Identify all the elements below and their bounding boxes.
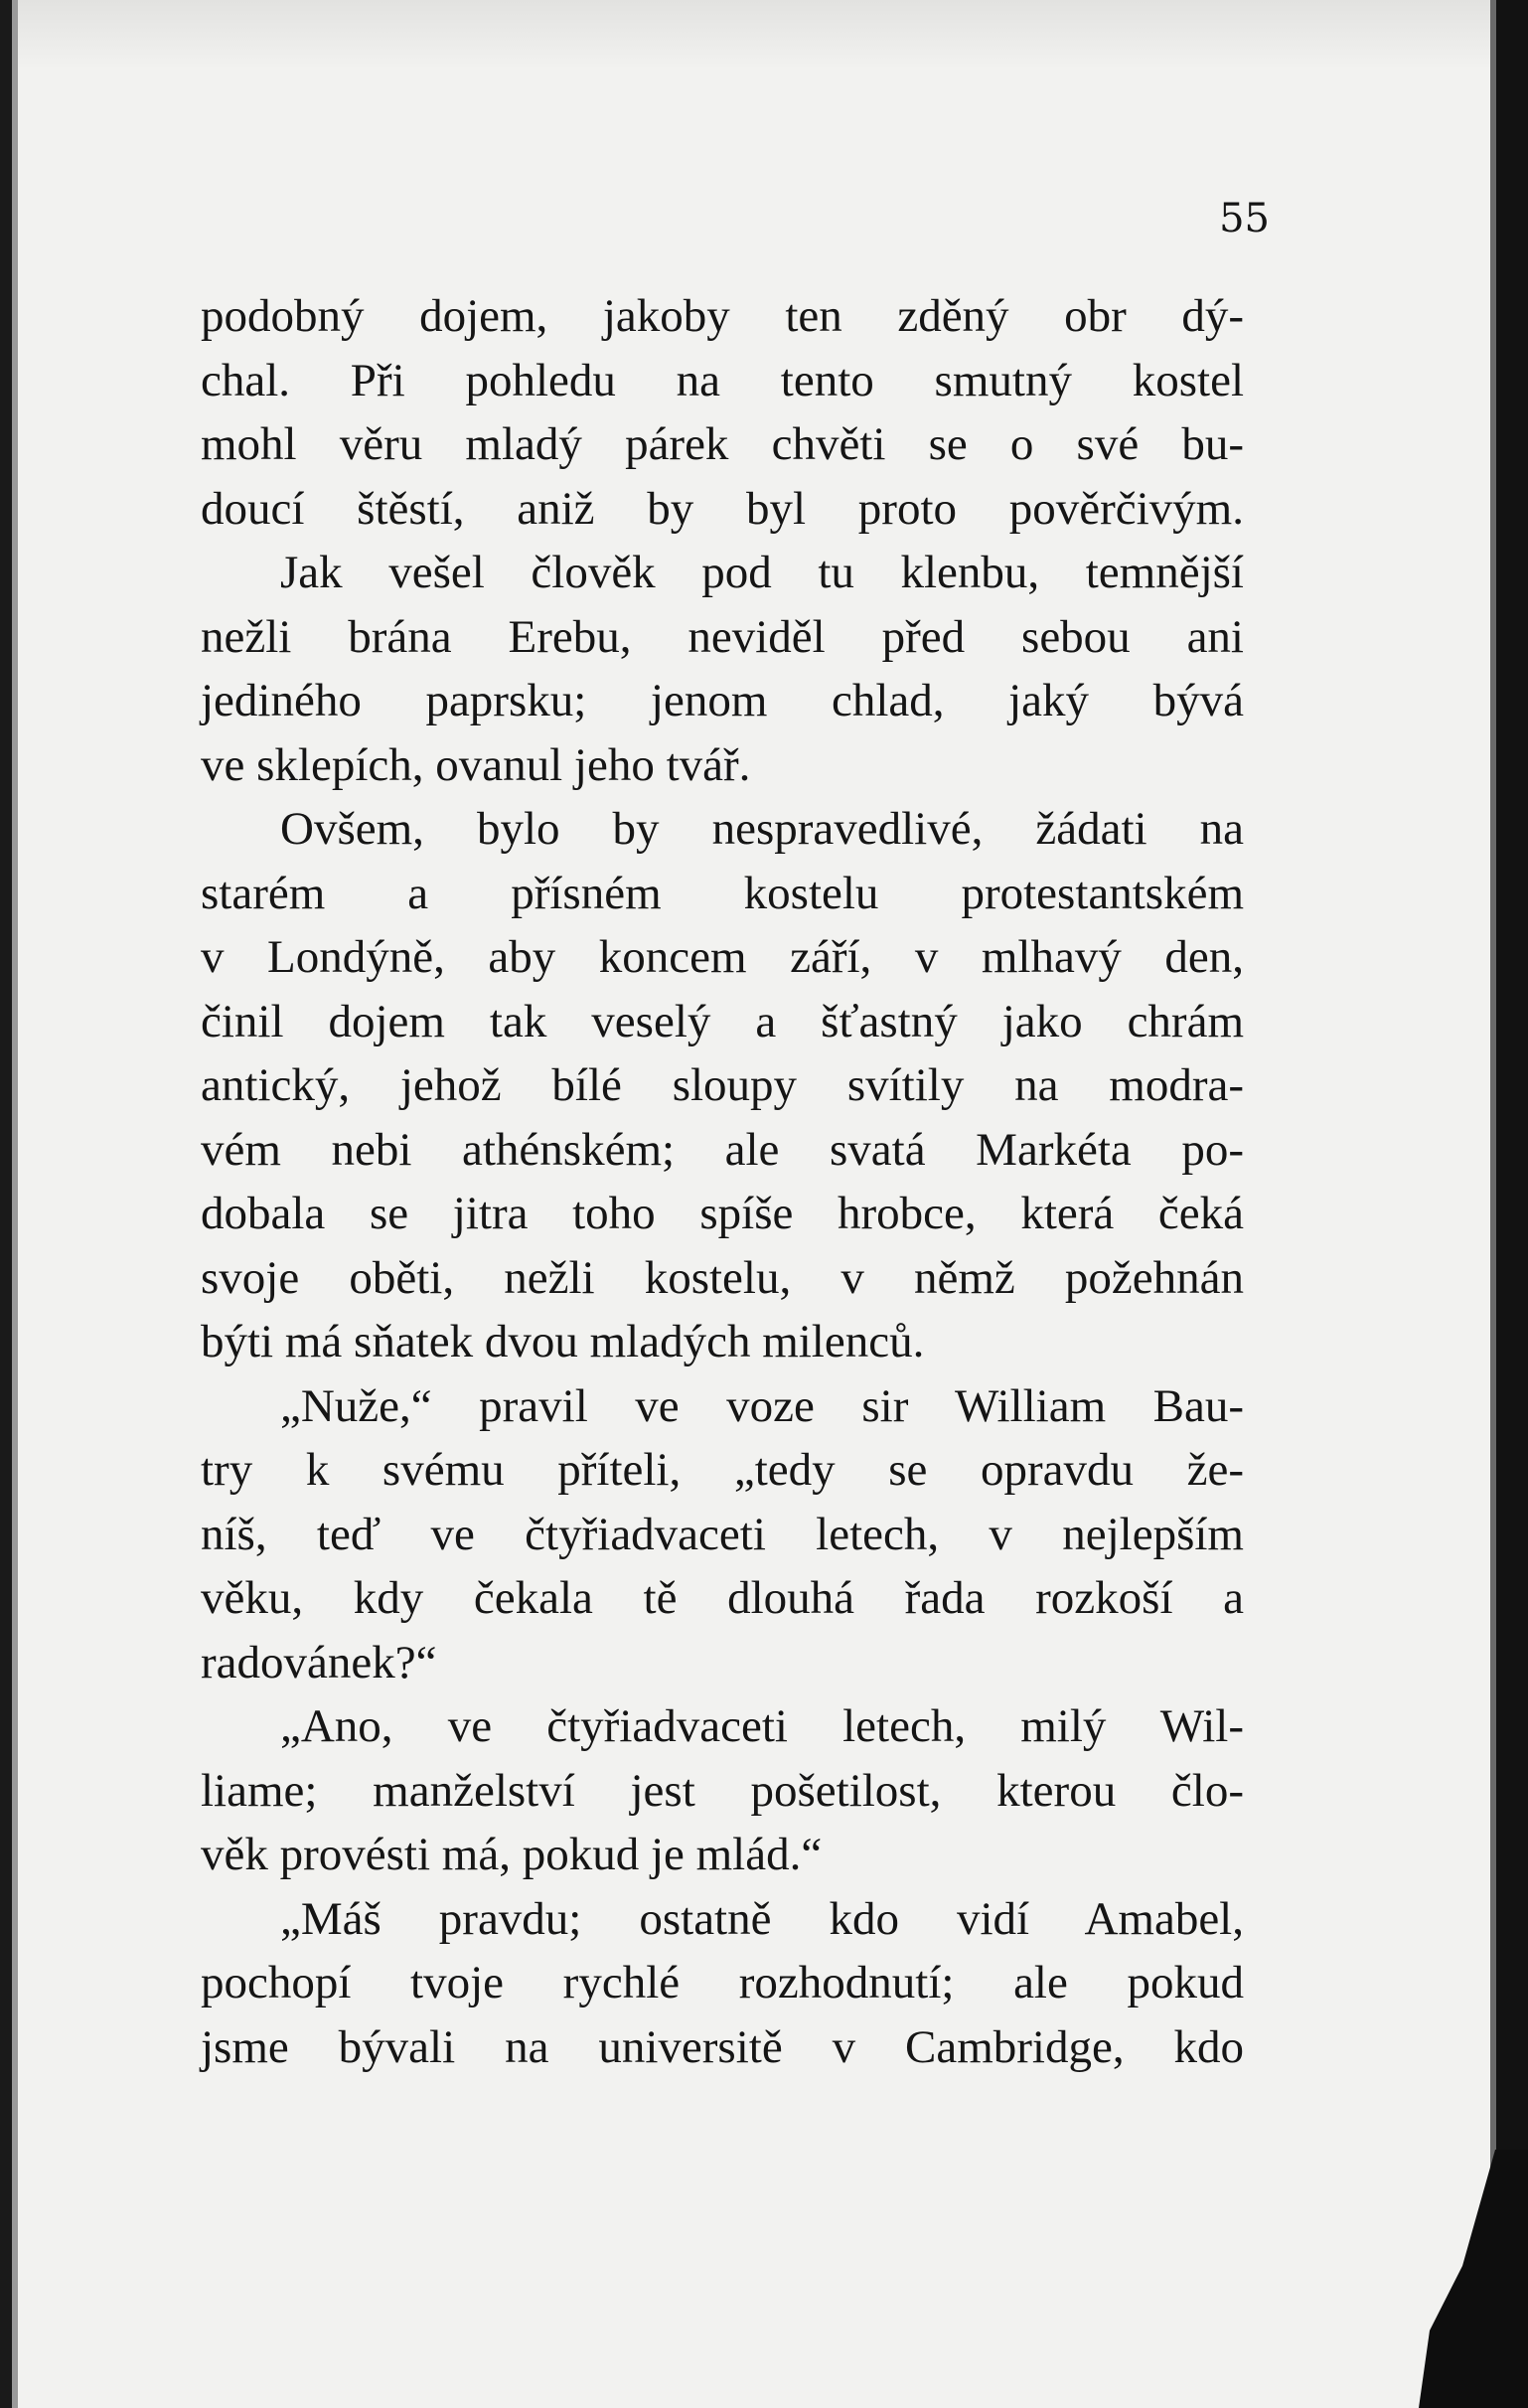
text-line: starém a přísném kostelu protestantském	[201, 867, 1244, 919]
text-line: antický, jehož bílé sloupy svítily na modra-	[201, 1059, 1244, 1111]
text-line: Ovšem, bylo by nespravedlivé, žádati na	[280, 803, 1244, 855]
text-line: ve sklepích, ovanul jeho tvář.	[201, 738, 751, 791]
text-line: věk provésti má, pokud je mlád.“	[201, 1829, 823, 1880]
text-line: býti má sňatek dvou mladých milenců.	[201, 1316, 925, 1367]
text-line: „Máš pravdu; ostatně kdo vidí Amabel,	[280, 1892, 1244, 1945]
text-line: Jak vešel člověk pod tu klenbu, temnější	[280, 547, 1244, 598]
text-line: jediného paprsku; jenom chlad, jaký bývá	[201, 675, 1244, 726]
text-line: vém nebi athénském; ale svatá Markéta po-	[201, 1123, 1244, 1176]
right-scan-border	[1496, 0, 1528, 2408]
text-line: níš, teď ve čtyřiadvaceti letech, v nejlepším	[201, 1508, 1244, 1560]
left-binding-edge	[0, 0, 12, 2408]
text-line: pochopí tvoje rychlé rozhodnutí; ale pokud	[201, 1957, 1244, 2008]
right-edge-shade	[1490, 0, 1496, 2408]
text-line: nežli brána Erebu, neviděl před sebou ani	[201, 610, 1244, 663]
text-line: chal. Při pohledu na tento smutný kostel	[201, 354, 1244, 406]
page-top-shadow	[0, 0, 1528, 70]
text-line: radovánek?“	[201, 1636, 437, 1688]
text-line: try k svému příteli, „tedy se opravdu že-	[201, 1444, 1244, 1496]
text-line: „Ano, ve čtyřiadvaceti letech, milý Wil-	[280, 1700, 1244, 1752]
body-text	[201, 284, 1244, 2079]
text-line: jsme bývali na universitě v Cambridge, kdo	[201, 2020, 1244, 2073]
text-line: podobný dojem, jakoby ten zděný obr dý-	[201, 290, 1244, 342]
page-number: 55	[1219, 196, 1270, 241]
left-edge-shade	[12, 0, 18, 2408]
text-line: mohl věru mladý párek chvěti se o své bu-	[201, 418, 1244, 470]
torn-corner	[1419, 2150, 1528, 2408]
text-line: „Nuže,“ pravil ve voze sir William Bau-	[280, 1379, 1244, 1432]
text-line: věku, kdy čekala tě dlouhá řada rozkoší a	[201, 1572, 1244, 1624]
text-line: liame; manželství jest pošetilost, kterou člo-	[201, 1764, 1244, 1817]
text-line: doucí štěstí, aniž by byl proto pověrčivým.	[201, 482, 1244, 535]
text-line: v Londýně, aby koncem září, v mlhavý den,	[201, 931, 1244, 983]
text-line: dobala se jitra toho spíše hrobce, která čeká	[201, 1188, 1244, 1239]
text-line: činil dojem tak veselý a šťastný jako chrám	[201, 995, 1244, 1047]
text-line: svoje oběti, nežli kostelu, v němž požehnán	[201, 1251, 1244, 1304]
